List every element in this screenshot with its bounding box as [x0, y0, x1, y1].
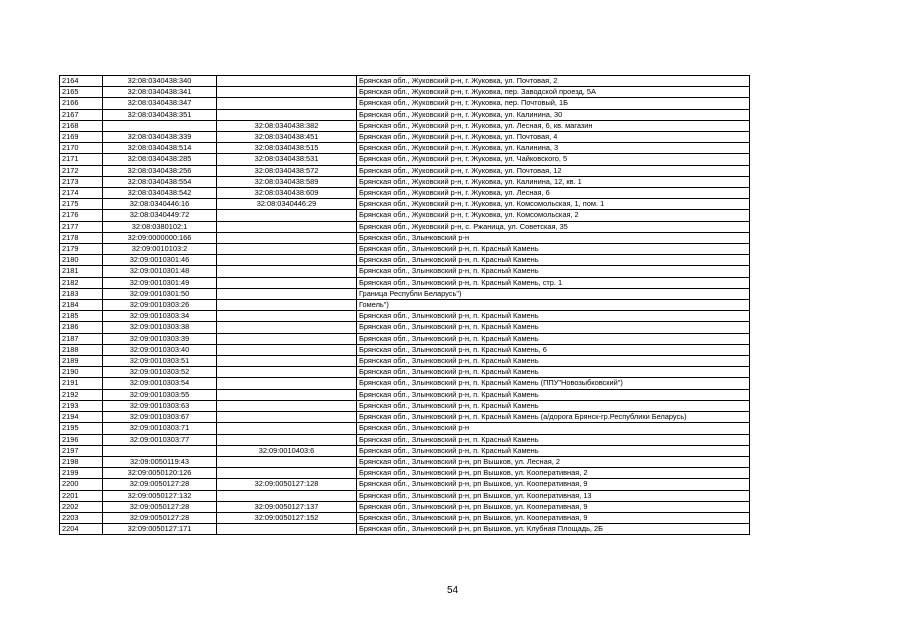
- table-row: [60, 367, 750, 378]
- cadastral-number-cell: 32:08:0340438:347: [103, 98, 217, 109]
- row-number-cell: 2189: [60, 356, 103, 367]
- address-cell: Брянская обл., Жуковский р-н, г. Жуковка, пер. Почтовый, 1Б: [357, 98, 750, 109]
- cadastral-number-cell: 32:09:0010303:55: [103, 389, 217, 400]
- table-row: [60, 87, 750, 98]
- table-row: [60, 311, 750, 322]
- cadastral-number-cell: 32:08:0340438:285: [103, 154, 217, 165]
- row-number-cell: 2171: [60, 154, 103, 165]
- address-cell: Брянская обл., Злынковский р-н, рп Вышков, ул. Кооперативная, 9: [357, 479, 750, 490]
- related-cadastral-number-cell: [217, 468, 357, 479]
- row-number-cell: 2167: [60, 109, 103, 120]
- related-cadastral-number-cell: [217, 367, 357, 378]
- row-number-cell: 2193: [60, 400, 103, 411]
- cadastral-number-cell: 32:09:0050119:43: [103, 456, 217, 467]
- cadastral-number-cell: 32:09:0050120:126: [103, 468, 217, 479]
- row-number-cell: 2185: [60, 311, 103, 322]
- table-row: [60, 512, 750, 523]
- address-cell: Брянская обл., Злынковский р-н, п. Красный Камень: [357, 322, 750, 333]
- row-number-cell: 2182: [60, 277, 103, 288]
- address-cell: Брянская обл., Жуковский р-н, г. Жуковка, ул. Почтовая, 4: [357, 132, 750, 143]
- cadastral-number-cell: 32:08:0340438:351: [103, 109, 217, 120]
- table-row: [60, 400, 750, 411]
- related-cadastral-number-cell: [217, 434, 357, 445]
- address-cell: Брянская обл., Злынковский р-н: [357, 423, 750, 434]
- row-number-cell: 2186: [60, 322, 103, 333]
- address-cell: Брянская обл., Злынковский р-н, рп Вышков, ул. Кооперативная, 2: [357, 468, 750, 479]
- related-cadastral-number-cell: 32:09:0010403:6: [217, 445, 357, 456]
- address-cell: Брянская обл., Злынковский р-н, п. Красный Камень: [357, 445, 750, 456]
- address-cell: Брянская обл., Злынковский р-н, п. Красный Камень: [357, 400, 750, 411]
- table-row: [60, 154, 750, 165]
- address-cell: Брянская обл., Злынковский р-н, п. Красный Камень: [357, 356, 750, 367]
- address-cell: Брянская обл., Злынковский р-н, рп Вышков, ул. Кооперативная, 9: [357, 501, 750, 512]
- cadastral-number-cell: 32:09:0010303:40: [103, 344, 217, 355]
- related-cadastral-number-cell: 32:08:0340438:382: [217, 120, 357, 131]
- related-cadastral-number-cell: [217, 266, 357, 277]
- cadastral-number-cell: 32:09:0010303:54: [103, 378, 217, 389]
- table-row: [60, 412, 750, 423]
- address-cell: Брянская обл., Злынковский р-н, п. Красный Камень: [357, 266, 750, 277]
- table-row: [60, 479, 750, 490]
- cadastral-number-cell: 32:09:0010303:67: [103, 412, 217, 423]
- address-cell: Брянская обл., Злынковский р-н, п. Красный Камень: [357, 333, 750, 344]
- row-number-cell: 2187: [60, 333, 103, 344]
- address-cell: Брянская обл., Злынковский р-н, п. Красный Камень: [357, 389, 750, 400]
- row-number-cell: 2164: [60, 76, 103, 87]
- table-row: [60, 188, 750, 199]
- table-row: [60, 266, 750, 277]
- table-row: [60, 244, 750, 255]
- cadastral-number-cell: 32:09:0050127:171: [103, 524, 217, 535]
- cadastral-number-cell: 32:08:0340438:341: [103, 87, 217, 98]
- table-row: [60, 300, 750, 311]
- related-cadastral-number-cell: [217, 524, 357, 535]
- related-cadastral-number-cell: 32:08:0340438:609: [217, 188, 357, 199]
- row-number-cell: 2195: [60, 423, 103, 434]
- address-cell: Граница Республи Беларусь"): [357, 288, 750, 299]
- address-cell: Брянская обл., Злынковский р-н, рп Вышков, ул. Кооперативная, 9: [357, 512, 750, 523]
- address-cell: Брянская обл., Злынковский р-н, п. Красный Камень: [357, 311, 750, 322]
- cadastral-number-cell: 32:08:0340446:16: [103, 199, 217, 210]
- related-cadastral-number-cell: [217, 344, 357, 355]
- address-cell: Гомель"): [357, 300, 750, 311]
- table-row: [60, 288, 750, 299]
- related-cadastral-number-cell: [217, 412, 357, 423]
- address-cell: Брянская обл., Злынковский р-н, п. Красный Камень (а/дорога Брянск-гр.Республики Беларусь): [357, 412, 750, 423]
- related-cadastral-number-cell: [217, 210, 357, 221]
- related-cadastral-number-cell: [217, 288, 357, 299]
- cadastral-number-cell: 32:08:0340438:542: [103, 188, 217, 199]
- related-cadastral-number-cell: [217, 244, 357, 255]
- related-cadastral-number-cell: [217, 333, 357, 344]
- row-number-cell: 2180: [60, 255, 103, 266]
- table-row: [60, 378, 750, 389]
- related-cadastral-number-cell: 32:08:0340438:515: [217, 143, 357, 154]
- row-number-cell: 2184: [60, 300, 103, 311]
- cadastral-number-cell: 32:09:0010303:77: [103, 434, 217, 445]
- cadastral-number-cell: 32:09:0010303:39: [103, 333, 217, 344]
- cadastral-number-cell: 32:09:0050127:28: [103, 479, 217, 490]
- table-row: [60, 434, 750, 445]
- cadastral-number-cell: 32:08:0340438:339: [103, 132, 217, 143]
- table-row: [60, 120, 750, 131]
- cadastral-number-cell: [103, 445, 217, 456]
- cadastral-number-cell: 32:09:0010303:52: [103, 367, 217, 378]
- table-row: [60, 143, 750, 154]
- related-cadastral-number-cell: [217, 400, 357, 411]
- table-row: [60, 176, 750, 187]
- address-cell: Брянская обл., Жуковский р-н, г. Жуковка, ул. Комсомольская, 1, пом. 1: [357, 199, 750, 210]
- address-cell: Брянская обл., Жуковский р-н, с. Ржаница, ул. Советская, 35: [357, 221, 750, 232]
- table-row: [60, 199, 750, 210]
- row-number-cell: 2191: [60, 378, 103, 389]
- cadastral-number-cell: 32:09:0010301:50: [103, 288, 217, 299]
- table-row: [60, 76, 750, 87]
- table-row: [60, 255, 750, 266]
- registry-table: [59, 75, 750, 535]
- cadastral-number-cell: 32:09:0010303:34: [103, 311, 217, 322]
- table-row: [60, 277, 750, 288]
- row-number-cell: 2181: [60, 266, 103, 277]
- row-number-cell: 2177: [60, 221, 103, 232]
- row-number-cell: 2190: [60, 367, 103, 378]
- cadastral-number-cell: 32:09:0000000:166: [103, 232, 217, 243]
- table-row: [60, 210, 750, 221]
- cadastral-number-cell: 32:09:0010301:48: [103, 266, 217, 277]
- row-number-cell: 2196: [60, 434, 103, 445]
- cadastral-number-cell: 32:08:0340438:340: [103, 76, 217, 87]
- row-number-cell: 2197: [60, 445, 103, 456]
- row-number-cell: 2168: [60, 120, 103, 131]
- cadastral-number-cell: 32:08:0340438:256: [103, 165, 217, 176]
- table-row: [60, 344, 750, 355]
- cadastral-number-cell: 32:09:0010303:38: [103, 322, 217, 333]
- row-number-cell: 2200: [60, 479, 103, 490]
- related-cadastral-number-cell: [217, 255, 357, 266]
- row-number-cell: 2204: [60, 524, 103, 535]
- registry-table-body: [60, 76, 750, 535]
- cadastral-number-cell: [103, 120, 217, 131]
- row-number-cell: 2199: [60, 468, 103, 479]
- related-cadastral-number-cell: [217, 98, 357, 109]
- row-number-cell: 2202: [60, 501, 103, 512]
- row-number-cell: 2172: [60, 165, 103, 176]
- row-number-cell: 2169: [60, 132, 103, 143]
- address-cell: Брянская обл., Злынковский р-н, п. Красный Камень, стр. 1: [357, 277, 750, 288]
- table-row: [60, 132, 750, 143]
- related-cadastral-number-cell: [217, 232, 357, 243]
- row-number-cell: 2174: [60, 188, 103, 199]
- address-cell: Брянская обл., Жуковский р-н, г. Жуковка, ул. Чайковского, 5: [357, 154, 750, 165]
- cadastral-number-cell: 32:08:0380102:1: [103, 221, 217, 232]
- table-row: [60, 389, 750, 400]
- cadastral-number-cell: 32:09:0050127:28: [103, 501, 217, 512]
- row-number-cell: 2166: [60, 98, 103, 109]
- address-cell: Брянская обл., Жуковский р-н, г. Жуковка, ул. Лесная, 6: [357, 188, 750, 199]
- table-row: [60, 109, 750, 120]
- cadastral-number-cell: 32:09:0010301:46: [103, 255, 217, 266]
- related-cadastral-number-cell: [217, 322, 357, 333]
- address-cell: Брянская обл., Жуковский р-н, г. Жуковка, ул. Калинина, 3: [357, 143, 750, 154]
- cadastral-number-cell: 32:08:0340438:554: [103, 176, 217, 187]
- table-row: [60, 423, 750, 434]
- related-cadastral-number-cell: 32:08:0340438:589: [217, 176, 357, 187]
- related-cadastral-number-cell: [217, 311, 357, 322]
- row-number-cell: 2183: [60, 288, 103, 299]
- address-cell: Брянская обл., Жуковский р-н, г. Жуковка, ул. Калинина, 12, кв. 1: [357, 176, 750, 187]
- table-row: [60, 501, 750, 512]
- row-number-cell: 2198: [60, 456, 103, 467]
- related-cadastral-number-cell: [217, 109, 357, 120]
- table-row: [60, 165, 750, 176]
- related-cadastral-number-cell: [217, 389, 357, 400]
- cadastral-number-cell: 32:09:0010303:26: [103, 300, 217, 311]
- address-cell: Брянская обл., Злынковский р-н, п. Красный Камень: [357, 367, 750, 378]
- address-cell: Брянская обл., Злынковский р-н, рп Вышков, ул. Кооперативная, 13: [357, 490, 750, 501]
- cadastral-number-cell: 32:09:0010303:71: [103, 423, 217, 434]
- cadastral-number-cell: 32:09:0010303:51: [103, 356, 217, 367]
- table-row: [60, 221, 750, 232]
- row-number-cell: 2176: [60, 210, 103, 221]
- row-number-cell: 2194: [60, 412, 103, 423]
- related-cadastral-number-cell: [217, 423, 357, 434]
- address-cell: Брянская обл., Злынковский р-н, п. Красный Камень: [357, 244, 750, 255]
- address-cell: Брянская обл., Жуковский р-н, г. Жуковка, ул. Комсомольская, 2: [357, 210, 750, 221]
- related-cadastral-number-cell: [217, 300, 357, 311]
- related-cadastral-number-cell: 32:08:0340438:451: [217, 132, 357, 143]
- related-cadastral-number-cell: 32:09:0050127:152: [217, 512, 357, 523]
- row-number-cell: 2175: [60, 199, 103, 210]
- row-number-cell: 2173: [60, 176, 103, 187]
- related-cadastral-number-cell: [217, 356, 357, 367]
- related-cadastral-number-cell: 32:08:0340438:572: [217, 165, 357, 176]
- related-cadastral-number-cell: [217, 456, 357, 467]
- table-row: [60, 356, 750, 367]
- related-cadastral-number-cell: [217, 87, 357, 98]
- address-cell: Брянская обл., Злынковский р-н, рп Вышков, ул. Лесная, 2: [357, 456, 750, 467]
- cadastral-number-cell: 32:09:0050127:132: [103, 490, 217, 501]
- related-cadastral-number-cell: [217, 76, 357, 87]
- address-cell: Брянская обл., Злынковский р-н, рп Вышков, ул. Клубная Площадь, 2Б: [357, 524, 750, 535]
- row-number-cell: 2165: [60, 87, 103, 98]
- cadastral-number-cell: 32:09:0010303:63: [103, 400, 217, 411]
- row-number-cell: 2178: [60, 232, 103, 243]
- related-cadastral-number-cell: 32:08:0340438:531: [217, 154, 357, 165]
- table-row: [60, 333, 750, 344]
- related-cadastral-number-cell: [217, 221, 357, 232]
- address-cell: Брянская обл., Злынковский р-н, п. Красный Камень: [357, 434, 750, 445]
- page-number: 54: [446, 585, 459, 596]
- cadastral-number-cell: 32:08:0340438:514: [103, 143, 217, 154]
- address-cell: Брянская обл., Жуковский р-н, г. Жуковка, ул. Лесная, 6, кв. магазин: [357, 120, 750, 131]
- row-number-cell: 2170: [60, 143, 103, 154]
- cadastral-number-cell: 32:08:0340449:72: [103, 210, 217, 221]
- cadastral-number-cell: 32:09:0010103:2: [103, 244, 217, 255]
- address-cell: Брянская обл., Жуковский р-н, г. Жуковка, ул. Почтовая, 2: [357, 76, 750, 87]
- row-number-cell: 2203: [60, 512, 103, 523]
- address-cell: Брянская обл., Жуковский р-н, г. Жуковка, ул. Калинина, 30: [357, 109, 750, 120]
- table-row: [60, 490, 750, 501]
- row-number-cell: 2188: [60, 344, 103, 355]
- row-number-cell: 2179: [60, 244, 103, 255]
- address-cell: Брянская обл., Злынковский р-н, п. Красный Камень (ППУ"Новозыбковский"): [357, 378, 750, 389]
- related-cadastral-number-cell: 32:09:0050127:137: [217, 501, 357, 512]
- table-row: [60, 445, 750, 456]
- related-cadastral-number-cell: [217, 277, 357, 288]
- table-row: [60, 322, 750, 333]
- address-cell: Брянская обл., Жуковский р-н, г. Жуковка, пер. Заводской проезд, 5А: [357, 87, 750, 98]
- related-cadastral-number-cell: 32:08:0340446:29: [217, 199, 357, 210]
- table-row: [60, 456, 750, 467]
- related-cadastral-number-cell: [217, 378, 357, 389]
- related-cadastral-number-cell: [217, 490, 357, 501]
- related-cadastral-number-cell: 32:09:0050127:128: [217, 479, 357, 490]
- table-row: [60, 524, 750, 535]
- table-row: [60, 232, 750, 243]
- cadastral-number-cell: 32:09:0050127:28: [103, 512, 217, 523]
- address-cell: Брянская обл., Злынковский р-н, п. Красный Камень, 6: [357, 344, 750, 355]
- table-row: [60, 98, 750, 109]
- row-number-cell: 2192: [60, 389, 103, 400]
- row-number-cell: 2201: [60, 490, 103, 501]
- address-cell: Брянская обл., Жуковский р-н, г. Жуковка, ул. Почтовая, 12: [357, 165, 750, 176]
- cadastral-number-cell: 32:09:0010301:49: [103, 277, 217, 288]
- address-cell: Брянская обл., Злынковский р-н: [357, 232, 750, 243]
- table-row: [60, 468, 750, 479]
- address-cell: Брянская обл., Злынковский р-н, п. Красный Камень: [357, 255, 750, 266]
